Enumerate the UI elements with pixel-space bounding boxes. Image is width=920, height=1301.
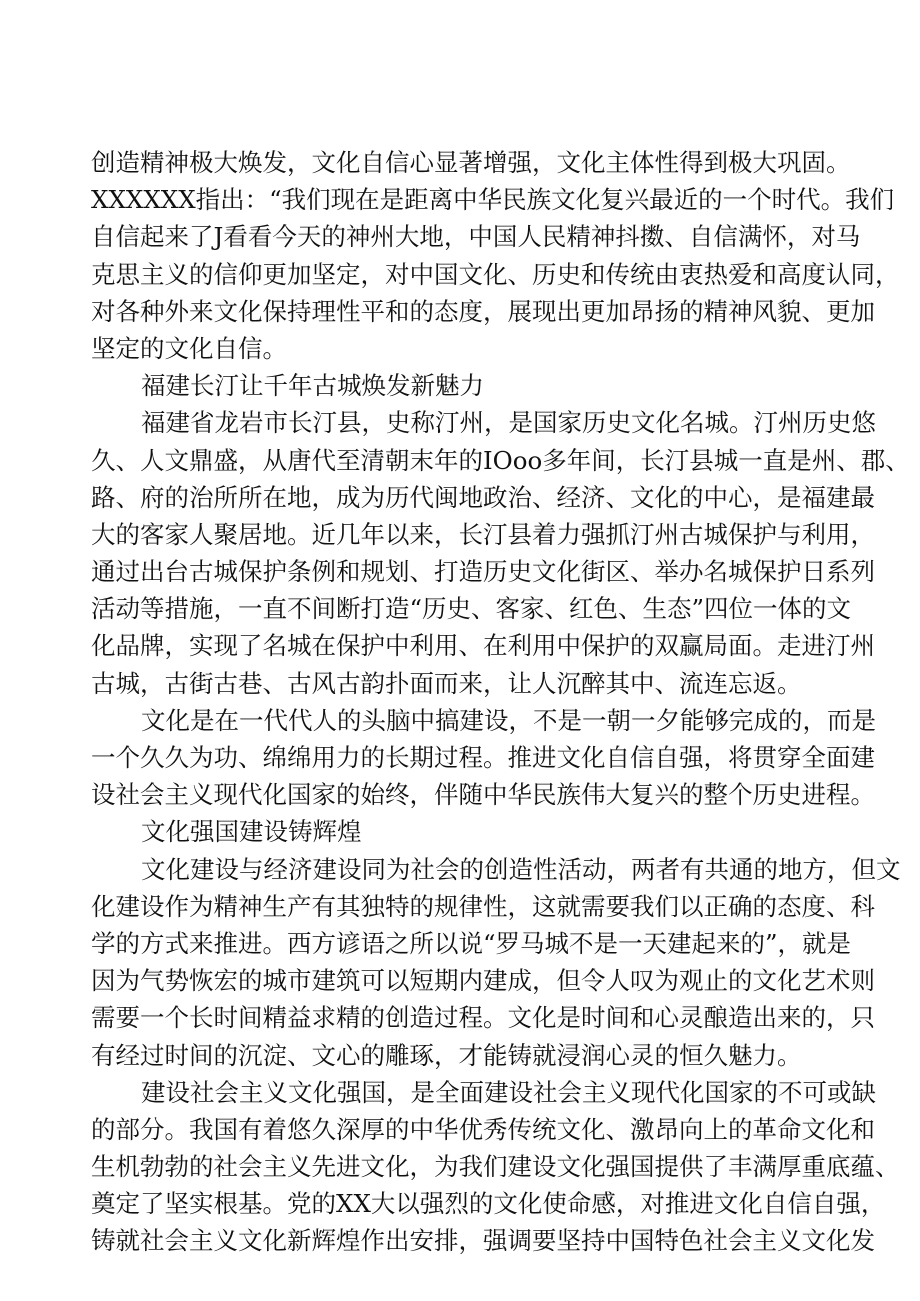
text-line: 福建省龙岩市长汀县，史称汀州，是国家历史文化名城。汀州历史悠 [141,408,876,438]
paragraph [91,702,876,814]
text-line: 坚定的文化自信。 [91,333,287,363]
text-line: 大的客家人聚居地。近几年以来，长汀县着力强抓汀州古城保护与利用， [91,519,875,549]
section-heading: 文化强国建设铸辉煌 [141,817,362,847]
document-body [91,144,910,1260]
paragraph [91,851,901,1074]
paragraph [91,144,900,367]
text-line: 学的方式来推进。西方谚语之所以说“罗马城不是一天建起来的”，就是 [91,928,852,958]
paragraph [91,404,910,702]
text-line: 通过出台古城保护条例和规划、打造历史文化街区、举办名城保护日系列 [91,557,875,587]
text-line: 古城，古街古巷、古风古韵扑面而来，让人沉醉其中、流连忘返。 [91,668,802,698]
text-line: 设社会主义现代化国家的始终，伴随中华民族伟大复兴的整个历史进程。 [91,780,875,810]
text-line: 文化是在一代代人的头脑中搞建设，不是一朝一夕能够完成的，而是 [141,705,876,735]
text-line: XXXXXX指出：“我们现在是距离中华民族文化复兴最近的一个时代。我们 [91,185,895,215]
text-line: 久、人文鼎盛，从唐代至清朝末年的IOoo多年间，长汀县城一直是州、郡、 [91,445,910,475]
text-line: 文化建设与经济建设同为社会的创造性活动，两者有共通的地方，但文 [141,854,901,884]
text-line: 建设社会主义文化强国，是全面建设社会主义现代化国家的不可或缺 [141,1077,876,1107]
section-heading: 福建长汀让千年古城焕发新魅力 [141,371,484,401]
text-line: 化品牌，实现了名城在保护中利用、在利用中保护的双赢局面。走进汀州 [91,631,875,661]
paragraph [91,1074,900,1260]
text-line: 活动等措施，一直不间断打造“历史、客家、红色、生态”四位一体的文 [91,594,852,624]
text-line: 因为气势恢宏的城市建筑可以短期内建成，但令人叹为观止的文化艺术则 [91,966,875,996]
text-line: 需要一个长时间精益求精的创造过程。文化是时间和心灵酿造出来的，只 [91,1003,875,1033]
text-line: 的部分。我国有着悠久深厚的中华优秀传统文化、激昂向上的革命文化和 [91,1114,875,1144]
text-line: 一个久久为功、绵绵用力的长期过程。推进文化自信自强，将贯穿全面建 [91,743,875,772]
text-line: 创造精神极大焕发，文化自信心显著增强，文化主体性得到极大巩固。 [91,148,851,177]
text-line: 铸就社会主义文化新辉煌作出安排，强调要坚持中国特色社会主义文化发 [91,1226,875,1256]
text-line: 化建设作为精神生产有其独特的规律性，这就需要我们以正确的态度、科 [91,891,875,921]
text-line: 路、府的治所所在地，成为历代闽地政治、经济、文化的中心，是福建最 [91,482,875,512]
text-line: 有经过时间的沉淀、文心的雕琢，才能铸就浸润心灵的恒久魅力。 [91,1040,802,1070]
text-line: 自信起来了J看看今天的神州大地，中国人民精神抖擞、自信满怀，对马 [91,222,861,252]
text-line: 克思主义的信仰更加坚定，对中国文化、历史和传统由衷热爱和高度认同， [91,259,900,289]
text-line: 奠定了坚实根基。党的XX大以强烈的文化使命感，对推进文化自信自强， [91,1189,886,1219]
text-line: 对各种外来文化保持理性平和的态度，展现出更加昂扬的精神风貌、更加 [91,296,875,326]
text-line: 生机勃勃的社会主义先进文化，为我们建设文化强国提供了丰满厚重底蕴、 [91,1152,900,1182]
